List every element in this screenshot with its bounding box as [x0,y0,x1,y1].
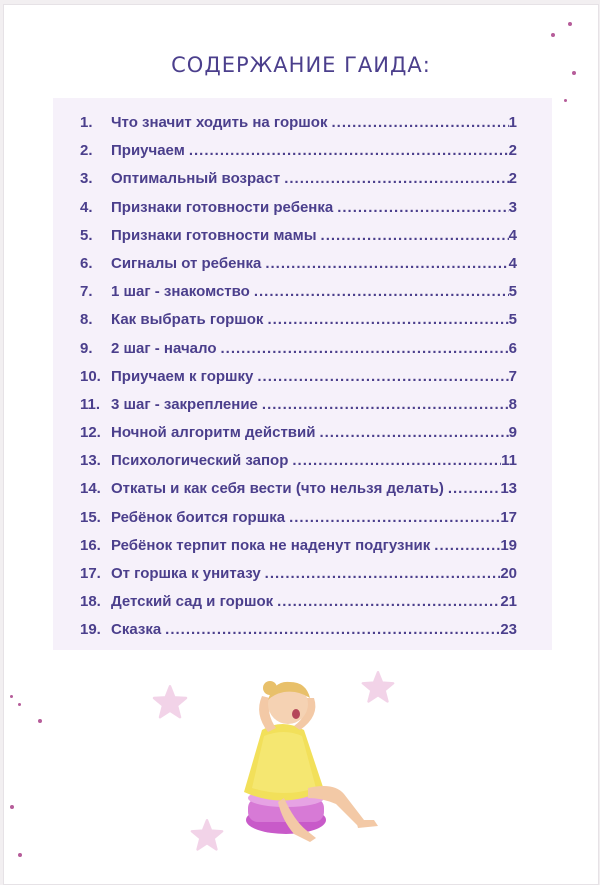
toc-item-page: 20 [500,565,517,582]
toc-item-leader [257,368,508,385]
toc-item-leader [189,142,509,159]
toc-item[interactable] [80,311,517,339]
toc-item-page: 9 [508,424,517,442]
toc-item-leader [448,480,500,497]
toc-item-number: 13. [80,452,101,470]
toc-item[interactable] [80,283,517,311]
toc-item-leader [262,396,509,413]
toc-item-label: Психологический запор [111,452,289,470]
toc-item-page: 3 [508,198,517,216]
toc-item-number: 8. [80,311,93,329]
toc-item-leader [165,621,500,638]
toc-item-leader [254,283,509,300]
toc-item-label: 3 шаг - закрепление [111,395,258,413]
toc-item-page: 21 [500,593,517,611]
toc-item[interactable] [80,621,517,649]
decor-dot [10,695,13,698]
toc-item-number: 10. [80,367,101,385]
toc-item[interactable] [80,199,517,227]
toc-item-label: Приучаем к горшку [111,367,254,385]
toc-item[interactable] [80,424,517,452]
decor-dot [564,99,567,102]
toc-item-number: 18. [80,593,101,611]
toc-list [80,114,517,650]
toc-item-number: 16. [80,536,101,554]
toc-item-label: Детский сад и горшок [111,593,274,611]
toc-item-number: 9. [80,339,93,357]
toc-item-number: 11. [80,395,101,413]
toc-item-number: 5. [80,226,93,244]
toc-item-leader [265,565,501,582]
toc-item-label: От горшка к унитазу [111,565,261,582]
toc-item-number: 1. [80,114,93,131]
toc-item-number: 7. [80,283,93,301]
toc-item[interactable] [80,368,517,396]
toc-item-page: 5 [508,283,517,301]
toc-item[interactable] [80,565,517,593]
toc-item-leader [319,424,508,441]
toc-item[interactable] [80,537,517,565]
toc-item-page: 23 [500,621,517,639]
toc-item-label: Приучаем [111,142,185,160]
toc-item-leader [265,255,508,272]
toc-item-page: 6 [508,339,517,357]
toc-item-label: Сигналы от ребенка [111,254,262,272]
toc-item-label: Ребёнок боится горшка [111,508,286,526]
toc-item[interactable] [80,452,517,480]
toc-item-leader [321,227,509,244]
decor-dot [572,71,576,75]
decor-dot [551,33,555,37]
toc-item-leader [277,593,500,610]
toc-item-number: 12. [80,424,101,442]
toc-item[interactable] [80,509,517,537]
toc-item-leader [289,509,500,526]
toc-item-page: 8 [508,395,517,413]
toc-item-page: 5 [508,311,517,329]
toc-item-label: Ночной алгоритм действий [111,424,316,442]
toc-item-number: 14. [80,480,101,498]
toc-item-leader [434,537,500,554]
toc-item[interactable] [80,593,517,621]
toc-item-number: 2. [80,142,93,160]
toc-item-label: Сказка [111,621,162,639]
decor-dot [38,719,42,723]
toc-item-label: Ребёнок терпит пока не наденут подгузник [111,536,431,554]
toc-item-label: Оптимальный возраст [111,170,281,188]
toc-item-label: 2 шаг - начало [111,339,217,357]
table-of-contents [53,98,552,650]
toc-item-page: 13 [500,480,517,498]
decor-dot [10,805,14,809]
star-icon [187,817,227,855]
decor-dot [18,703,21,706]
decor-dot [568,22,572,26]
toc-item[interactable] [80,396,517,424]
toc-item-leader [284,170,508,187]
toc-item-number: 19. [80,621,101,639]
page-title: СОДЕРЖАНИЕ ГАИДА: [171,53,431,77]
star-icon [149,683,191,723]
toc-item-number: 6. [80,254,93,272]
toc-item-label: Признаки готовности мамы [111,226,317,244]
toc-item-leader [221,340,509,357]
toc-item-leader [331,114,508,131]
guide-page [3,4,599,885]
toc-item-page: 4 [508,226,517,244]
toc-item-page: 2 [508,170,517,188]
toc-item[interactable] [80,480,517,508]
toc-item[interactable] [80,227,517,255]
toc-item[interactable] [80,340,517,368]
toc-item-number: 3. [80,170,93,188]
toc-item-label: Что значит ходить на горшок [111,114,328,131]
toc-item[interactable] [80,170,517,198]
toc-item-leader [292,452,501,469]
toc-item-page: 11 [501,452,517,470]
toc-item-number: 4. [80,198,93,216]
toc-item-label: Откаты и как себя вести (что нельзя делать) [111,480,444,498]
toc-item-page: 17 [500,508,517,526]
toc-item-page: 7 [508,367,517,385]
toc-item[interactable] [80,255,517,283]
toc-item-number: 15. [80,508,101,526]
toc-item-leader [267,311,508,328]
toc-item[interactable] [80,114,517,142]
toc-item[interactable] [80,142,517,170]
toc-item-label: Как выбрать горшок [111,311,264,329]
toc-item-label: 1 шаг - знакомство [111,283,250,301]
toc-item-number: 17. [80,565,101,582]
toc-item-page: 4 [508,254,517,272]
toc-item-label: Признаки готовности ребенка [111,198,334,216]
child-on-potty-illustration [224,670,394,850]
toc-item-page: 2 [508,142,517,160]
toc-item-page: 1 [508,114,517,131]
toc-item-page: 19 [500,536,517,554]
toc-item-leader [337,199,508,216]
decor-dot [18,853,22,857]
